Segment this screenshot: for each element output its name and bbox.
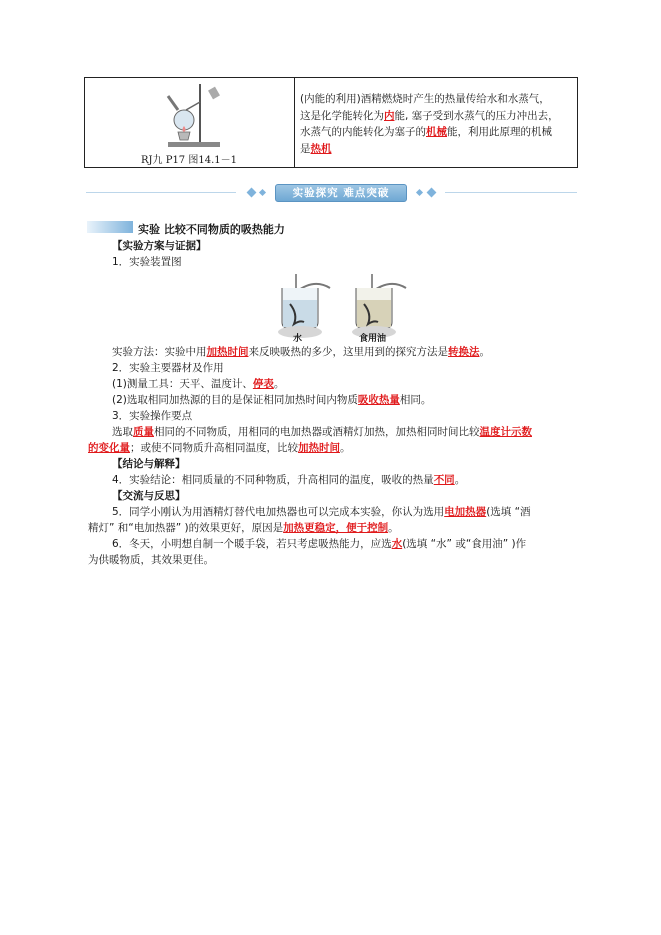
answer-blank: 吸收热量 [357,394,400,406]
figure-label-water: 水 [293,334,303,344]
table-divider [294,77,295,168]
section-heading-conclusion: 【结论与解释】 [112,458,186,470]
purpose-line [112,392,431,408]
cell-line-3 [300,124,575,141]
item-3: 3．实验操作要点 [112,410,193,422]
text: 实验方法：实验中用 [112,346,207,358]
text: (2)选取相同加热源的目的是保证相同加热时间内物质 [112,394,358,406]
answer-blank: 水 [391,538,403,550]
answer-blank: 加热时间 [298,442,340,454]
text: 。 [340,442,351,454]
text: 精灯” 和“电加热器” )的效果更好，原因是 [88,522,284,534]
answer-blank: 热机 [310,142,332,155]
figure-caption: RJ九 P17 图14.1－1 [141,155,237,166]
text: 相同的不同物质，用相同的电加热器或酒精灯加热，加热相同时间比较 [154,426,480,438]
item-1: 1．实验装置图 [112,256,182,268]
text: (1)测量工具：天平、温度计、 [112,378,253,390]
experiment-header-bar [87,221,133,233]
section-banner: 实验探究 难点突破 [275,184,407,202]
answer-blank: 机械 [426,126,447,138]
answer-blank: 电加热器 [444,506,487,518]
answer-blank: 停表 [252,378,274,390]
section-heading-plan: 【实验方案与证据】 [112,240,207,252]
text: 水蒸气的内能转化为塞子的 [300,126,426,138]
figure-label-oil: 食用油 [359,334,387,344]
text: 。 [388,522,399,534]
text: 相同。 [399,394,432,406]
diamond-icon [247,188,257,198]
banner-line-right [445,192,577,193]
section-heading-reflection: 【交流与反思】 [112,490,186,502]
answer-blank: 转换法 [448,346,480,358]
table-cell-text [300,91,575,157]
diamond-icon [427,188,437,198]
text: 4．实验结论：相同质量的不同种物质，升高相同的温度，吸收的热量 [112,474,434,486]
item-2: 2．实验主要器材及作用 [112,362,224,374]
question-5-line-1 [112,504,531,520]
text: ；或使不同物质升高相同温度，比较 [130,442,298,454]
diamond-icon [416,189,423,196]
text: 6．冬天，小明想自制一个暖手袋，若只考虑吸热能力，应选 [112,538,392,550]
text: 5．同学小刚认为用酒精灯替代电加热器也可以完成本实验，你认为选用 [112,506,445,518]
tools-line [112,376,284,392]
question-6-line-2: 为供暖物质，其效果更佳。 [88,554,214,566]
cell-line-2 [300,108,575,125]
experiment-title: 实验 比较不同物质的吸热能力 [138,223,285,236]
flask-apparatus-figure [160,80,230,152]
cell-line-4 [300,141,575,158]
conclusion-line [112,472,465,488]
answer-blank: 内 [384,109,395,122]
text: 是 [300,142,311,155]
operation-line-2 [88,440,351,456]
banner-line-left [86,192,236,193]
text: 。 [273,378,285,390]
question-6-line-1 [112,536,526,552]
answer-blank: 加热时间 [206,346,249,358]
method-line [112,344,490,360]
operation-line-1 [112,424,532,440]
text: (选填 “水” 或“食用油” )作 [402,538,527,550]
text: 。 [454,474,466,486]
text: 能, 塞子受到水蒸气的压力冲出去， [394,109,559,122]
text: 来反映吸热的多少，这里用到的探究方法是 [248,346,448,358]
question-5-line-2 [88,520,399,536]
text: 选取 [112,426,133,438]
text: (选填 “酒 [486,506,531,518]
text: 能，利用此原理的机械 [447,126,552,138]
answer-blank: 质量 [133,426,154,438]
answer-blank: 温度计示数 [479,426,532,438]
answer-blank: 不同 [433,474,455,486]
diamond-icon [259,189,266,196]
answer-blank: 加热更稳定，便于控制 [283,522,389,534]
text: 。 [479,346,490,358]
answer-blank: 的变化量 [88,442,130,454]
cell-line-1: (内能的利用)酒精燃烧时产生的热量传给水和水蒸气， [300,93,550,105]
text: 这是化学能转化为 [300,109,384,122]
